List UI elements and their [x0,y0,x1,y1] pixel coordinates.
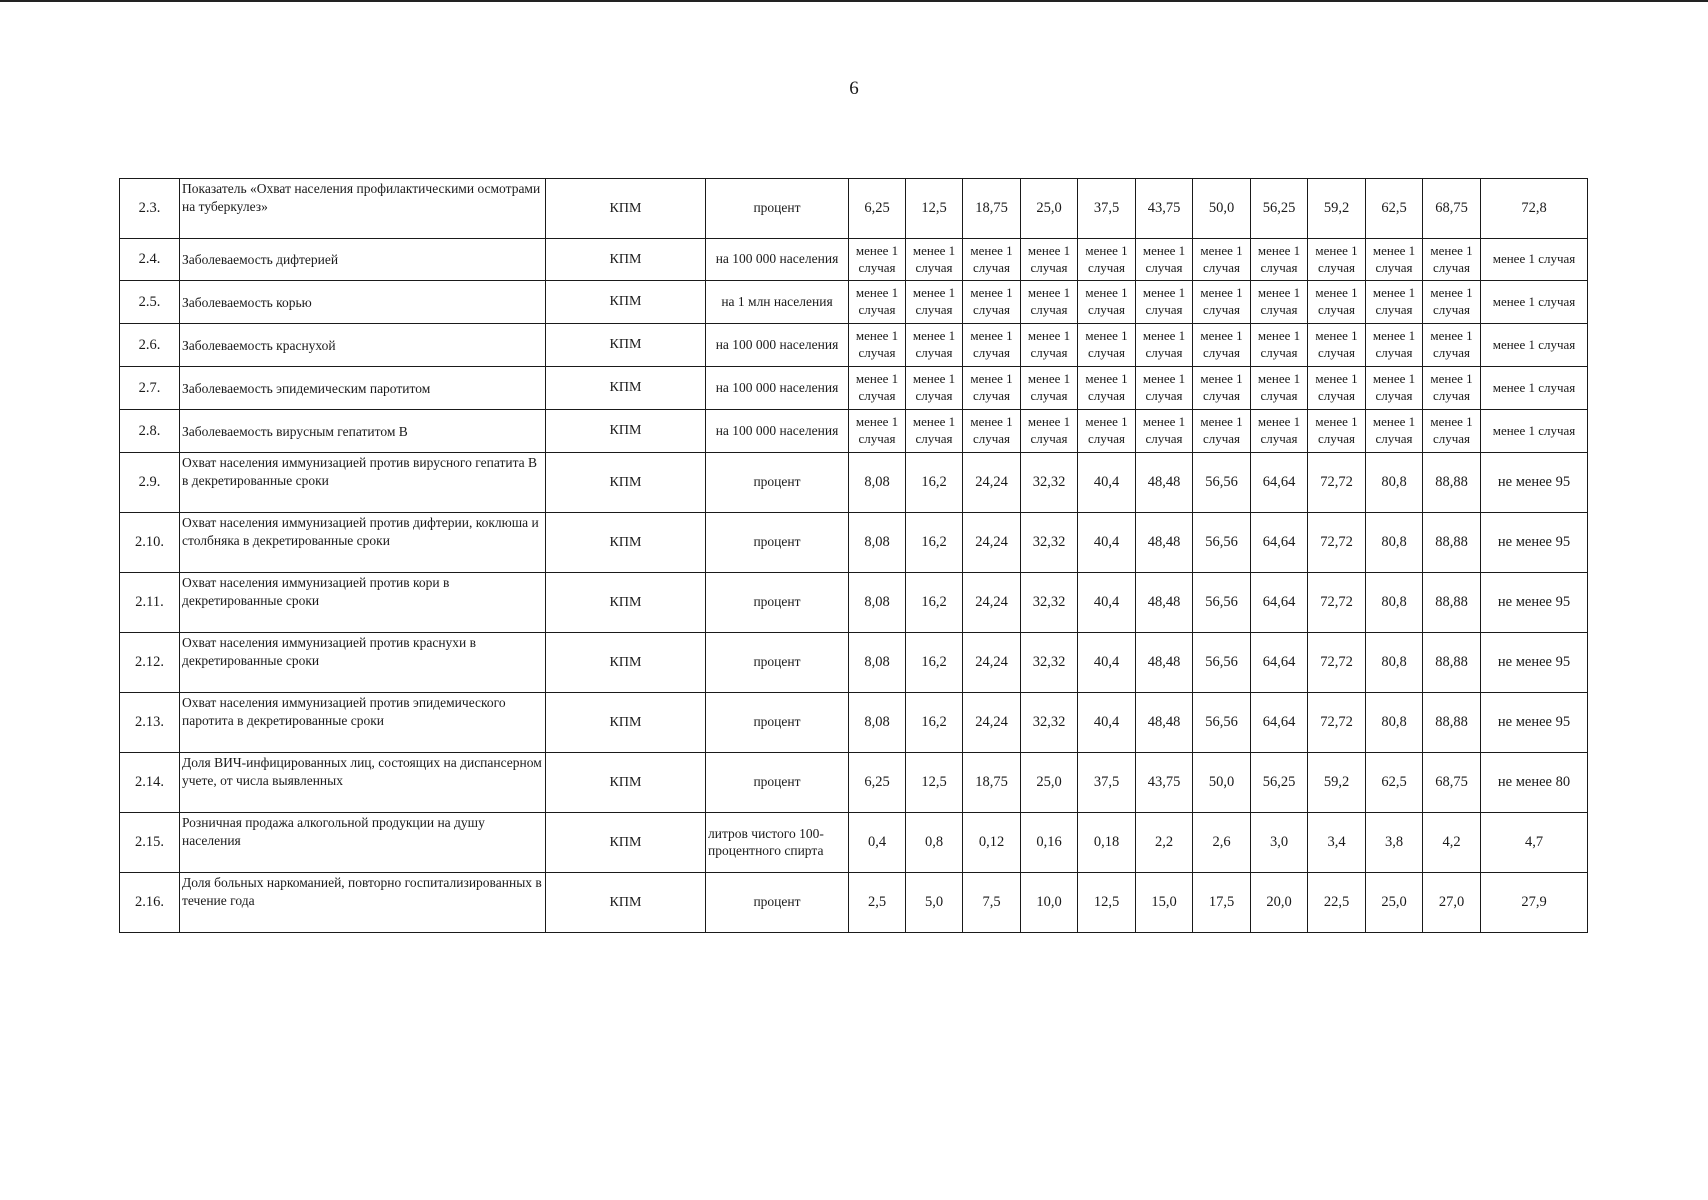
value-cell: менее 1 случая [1021,324,1078,367]
value-cell: 88,88 [1423,633,1481,693]
table-row [120,453,1588,513]
value-cell: 43,75 [1136,753,1193,813]
value-cell: 64,64 [1251,573,1308,633]
value-cell: 72,8 [1481,179,1588,239]
value-cell: 72,72 [1308,573,1366,633]
indicator-type: КПМ [546,753,706,813]
value-cell: 43,75 [1136,179,1193,239]
value-cell: менее 1 случая [906,367,963,410]
value-cell: 56,56 [1193,573,1251,633]
value-cell: менее 1 случая [1481,324,1588,367]
indicator-name: Доля больных наркоманией, повторно госпитализированных в течение года [180,873,546,933]
value-cell: менее 1 случая [1193,410,1251,453]
value-cell: 40,4 [1078,573,1136,633]
value-cell: 7,5 [963,873,1021,933]
indicator-name: Охват населения иммунизацией против дифтерии, коклюша и столбняка в декретированные сроки [180,513,546,573]
value-cell: менее 1 случая [906,239,963,281]
indicator-name: Заболеваемость эпидемическим паротитом [180,367,546,410]
unit-of-measure: на 100 000 населения [706,367,849,410]
value-cell: 16,2 [906,633,963,693]
scan-top-edge [0,0,1708,2]
value-cell: менее 1 случая [906,324,963,367]
value-cell: 3,8 [1366,813,1423,873]
value-cell: менее 1 случая [1423,367,1481,410]
value-cell: 6,25 [849,179,906,239]
value-cell: 3,4 [1308,813,1366,873]
table-row [120,239,1588,281]
value-cell: менее 1 случая [1078,239,1136,281]
indicator-name: Заболеваемость вирусным гепатитом В [180,410,546,453]
unit-of-measure: процент [706,873,849,933]
unit-of-measure: процент [706,693,849,753]
value-cell: 80,8 [1366,453,1423,513]
row-number: 2.3. [120,179,180,239]
value-cell: 32,32 [1021,693,1078,753]
page-number: 6 [849,78,859,99]
value-cell: менее 1 случая [849,324,906,367]
value-cell: 56,25 [1251,179,1308,239]
value-cell: 48,48 [1136,693,1193,753]
value-cell: 72,72 [1308,693,1366,753]
value-cell: менее 1 случая [1021,367,1078,410]
value-cell: 0,16 [1021,813,1078,873]
value-cell: менее 1 случая [1308,324,1366,367]
unit-of-measure: процент [706,513,849,573]
unit-of-measure: на 100 000 населения [706,239,849,281]
value-cell: 32,32 [1021,633,1078,693]
value-cell: менее 1 случая [1423,324,1481,367]
value-cell: 15,0 [1136,873,1193,933]
value-cell: 68,75 [1423,753,1481,813]
value-cell: менее 1 случая [1366,281,1423,324]
table-row [120,513,1588,573]
row-number: 2.9. [120,453,180,513]
indicator-name: Охват населения иммунизацией против вирусного гепатита В в декретированные сроки [180,453,546,513]
value-cell: 56,25 [1251,753,1308,813]
value-cell: 8,08 [849,453,906,513]
unit-of-measure: на 100 000 населения [706,410,849,453]
value-cell: менее 1 случая [1136,367,1193,410]
value-cell: 0,18 [1078,813,1136,873]
value-cell: 48,48 [1136,513,1193,573]
value-cell: 64,64 [1251,453,1308,513]
value-cell: 24,24 [963,693,1021,753]
value-cell: не менее 95 [1481,453,1588,513]
value-cell: менее 1 случая [1078,324,1136,367]
indicator-type: КПМ [546,179,706,239]
value-cell: менее 1 случая [1193,324,1251,367]
value-cell: 56,56 [1193,513,1251,573]
value-cell: 59,2 [1308,179,1366,239]
indicator-type: КПМ [546,453,706,513]
indicator-type: КПМ [546,324,706,367]
value-cell: 4,7 [1481,813,1588,873]
value-cell: 32,32 [1021,573,1078,633]
value-cell: 24,24 [963,573,1021,633]
indicators-table [119,178,1588,933]
value-cell: менее 1 случая [1366,410,1423,453]
row-number: 2.12. [120,633,180,693]
value-cell: 64,64 [1251,513,1308,573]
value-cell: 62,5 [1366,753,1423,813]
value-cell: 48,48 [1136,633,1193,693]
value-cell: менее 1 случая [849,239,906,281]
indicator-name: Заболеваемость корью [180,281,546,324]
value-cell: 27,9 [1481,873,1588,933]
indicator-name: Доля ВИЧ-инфицированных лиц, состоящих на диспансерном учете, от числа выявленных [180,753,546,813]
value-cell: 50,0 [1193,753,1251,813]
value-cell: менее 1 случая [1366,367,1423,410]
indicator-name: Охват населения иммунизацией против кори в декретированные сроки [180,573,546,633]
value-cell: 80,8 [1366,513,1423,573]
value-cell: 8,08 [849,573,906,633]
value-cell: 88,88 [1423,513,1481,573]
value-cell: 17,5 [1193,873,1251,933]
value-cell: не менее 95 [1481,633,1588,693]
value-cell: 18,75 [963,753,1021,813]
row-number: 2.5. [120,281,180,324]
value-cell: менее 1 случая [1481,239,1588,281]
table-row [120,367,1588,410]
value-cell: менее 1 случая [1423,410,1481,453]
value-cell: 12,5 [1078,873,1136,933]
indicator-type: КПМ [546,693,706,753]
value-cell: 72,72 [1308,453,1366,513]
indicator-name: Заболеваемость краснухой [180,324,546,367]
value-cell: менее 1 случая [1308,410,1366,453]
value-cell: 32,32 [1021,513,1078,573]
value-cell: менее 1 случая [1251,239,1308,281]
row-number: 2.13. [120,693,180,753]
value-cell: менее 1 случая [1308,281,1366,324]
value-cell: 56,56 [1193,633,1251,693]
value-cell: 0,4 [849,813,906,873]
value-cell: менее 1 случая [1481,281,1588,324]
value-cell: менее 1 случая [1136,239,1193,281]
value-cell: 16,2 [906,453,963,513]
table-row [120,753,1588,813]
unit-of-measure: литров чистого 100-процентного спирта [706,813,849,873]
value-cell: 24,24 [963,513,1021,573]
value-cell: 24,24 [963,453,1021,513]
table-row [120,633,1588,693]
indicator-type: КПМ [546,281,706,324]
value-cell: менее 1 случая [1423,239,1481,281]
value-cell: менее 1 случая [1251,281,1308,324]
table-row [120,693,1588,753]
value-cell: менее 1 случая [963,410,1021,453]
value-cell: не менее 95 [1481,513,1588,573]
indicator-type: КПМ [546,813,706,873]
value-cell: 56,56 [1193,453,1251,513]
value-cell: 72,72 [1308,633,1366,693]
value-cell: менее 1 случая [849,410,906,453]
indicator-type: КПМ [546,633,706,693]
value-cell: 56,56 [1193,693,1251,753]
value-cell: 59,2 [1308,753,1366,813]
value-cell: менее 1 случая [1423,281,1481,324]
value-cell: 12,5 [906,753,963,813]
value-cell: 24,24 [963,633,1021,693]
indicator-name: Охват населения иммунизацией против эпидемического паротита в декретированные сроки [180,693,546,753]
value-cell: менее 1 случая [1136,324,1193,367]
value-cell: менее 1 случая [1193,239,1251,281]
indicator-type: КПМ [546,239,706,281]
indicator-name: Розничная продажа алкогольной продукции на душу населения [180,813,546,873]
value-cell: 40,4 [1078,513,1136,573]
table-row [120,813,1588,873]
value-cell: 40,4 [1078,693,1136,753]
indicator-type: КПМ [546,513,706,573]
value-cell: 16,2 [906,693,963,753]
value-cell: 25,0 [1366,873,1423,933]
unit-of-measure: процент [706,633,849,693]
value-cell: менее 1 случая [1078,367,1136,410]
indicator-type: КПМ [546,573,706,633]
value-cell: менее 1 случая [1251,367,1308,410]
value-cell: 18,75 [963,179,1021,239]
value-cell: менее 1 случая [1251,324,1308,367]
value-cell: 8,08 [849,633,906,693]
value-cell: 25,0 [1021,179,1078,239]
table-row [120,179,1588,239]
value-cell: менее 1 случая [906,281,963,324]
indicator-type: КПМ [546,873,706,933]
table-row [120,324,1588,367]
value-cell: 64,64 [1251,693,1308,753]
value-cell: 80,8 [1366,693,1423,753]
value-cell: менее 1 случая [1136,281,1193,324]
unit-of-measure: на 1 млн населения [706,281,849,324]
value-cell: 62,5 [1366,179,1423,239]
value-cell: 48,48 [1136,573,1193,633]
value-cell: менее 1 случая [1308,239,1366,281]
value-cell: 16,2 [906,573,963,633]
unit-of-measure: процент [706,179,849,239]
value-cell: 2,5 [849,873,906,933]
value-cell: 4,2 [1423,813,1481,873]
value-cell: 2,2 [1136,813,1193,873]
row-number: 2.4. [120,239,180,281]
value-cell: 40,4 [1078,633,1136,693]
value-cell: менее 1 случая [1021,239,1078,281]
value-cell: 40,4 [1078,453,1136,513]
table-body [120,179,1588,933]
value-cell: не менее 80 [1481,753,1588,813]
table-row [120,410,1588,453]
value-cell: 25,0 [1021,753,1078,813]
value-cell: 68,75 [1423,179,1481,239]
row-number: 2.10. [120,513,180,573]
value-cell: менее 1 случая [1193,281,1251,324]
value-cell: менее 1 случая [849,281,906,324]
value-cell: 80,8 [1366,633,1423,693]
value-cell: менее 1 случая [963,367,1021,410]
value-cell: 32,32 [1021,453,1078,513]
unit-of-measure: процент [706,753,849,813]
value-cell: 8,08 [849,513,906,573]
value-cell: 48,48 [1136,453,1193,513]
value-cell: менее 1 случая [1481,410,1588,453]
row-number: 2.6. [120,324,180,367]
value-cell: не менее 95 [1481,693,1588,753]
row-number: 2.8. [120,410,180,453]
value-cell: менее 1 случая [1136,410,1193,453]
table-row [120,281,1588,324]
value-cell: менее 1 случая [963,324,1021,367]
indicator-type: КПМ [546,367,706,410]
value-cell: менее 1 случая [1193,367,1251,410]
value-cell: менее 1 случая [1366,239,1423,281]
indicator-type: КПМ [546,410,706,453]
row-number: 2.7. [120,367,180,410]
value-cell: менее 1 случая [1481,367,1588,410]
unit-of-measure: процент [706,453,849,513]
value-cell: 88,88 [1423,693,1481,753]
value-cell: 64,64 [1251,633,1308,693]
value-cell: 27,0 [1423,873,1481,933]
indicator-name: Заболеваемость дифтерией [180,239,546,281]
value-cell: 80,8 [1366,573,1423,633]
value-cell: 20,0 [1251,873,1308,933]
value-cell: 0,8 [906,813,963,873]
unit-of-measure: процент [706,573,849,633]
value-cell: менее 1 случая [906,410,963,453]
value-cell: менее 1 случая [849,367,906,410]
value-cell: 2,6 [1193,813,1251,873]
row-number: 2.15. [120,813,180,873]
row-number: 2.16. [120,873,180,933]
indicator-name: Охват населения иммунизацией против краснухи в декретированные сроки [180,633,546,693]
value-cell: 10,0 [1021,873,1078,933]
value-cell: менее 1 случая [1251,410,1308,453]
value-cell: 88,88 [1423,573,1481,633]
value-cell: менее 1 случая [1308,367,1366,410]
row-number: 2.14. [120,753,180,813]
value-cell: 5,0 [906,873,963,933]
value-cell: 8,08 [849,693,906,753]
value-cell: 16,2 [906,513,963,573]
indicator-name: Показатель «Охват населения профилактическими осмотрами на туберкулез» [180,179,546,239]
unit-of-measure: на 100 000 населения [706,324,849,367]
value-cell: 72,72 [1308,513,1366,573]
value-cell: 37,5 [1078,753,1136,813]
table-row [120,573,1588,633]
value-cell: 22,5 [1308,873,1366,933]
value-cell: 12,5 [906,179,963,239]
table-row [120,873,1588,933]
value-cell: менее 1 случая [1021,410,1078,453]
value-cell: менее 1 случая [1021,281,1078,324]
value-cell: менее 1 случая [963,281,1021,324]
value-cell: 3,0 [1251,813,1308,873]
value-cell: 50,0 [1193,179,1251,239]
value-cell: 88,88 [1423,453,1481,513]
value-cell: менее 1 случая [1366,324,1423,367]
value-cell: 37,5 [1078,179,1136,239]
value-cell: не менее 95 [1481,573,1588,633]
row-number: 2.11. [120,573,180,633]
value-cell: 6,25 [849,753,906,813]
value-cell: менее 1 случая [1078,410,1136,453]
value-cell: менее 1 случая [963,239,1021,281]
value-cell: 0,12 [963,813,1021,873]
value-cell: менее 1 случая [1078,281,1136,324]
